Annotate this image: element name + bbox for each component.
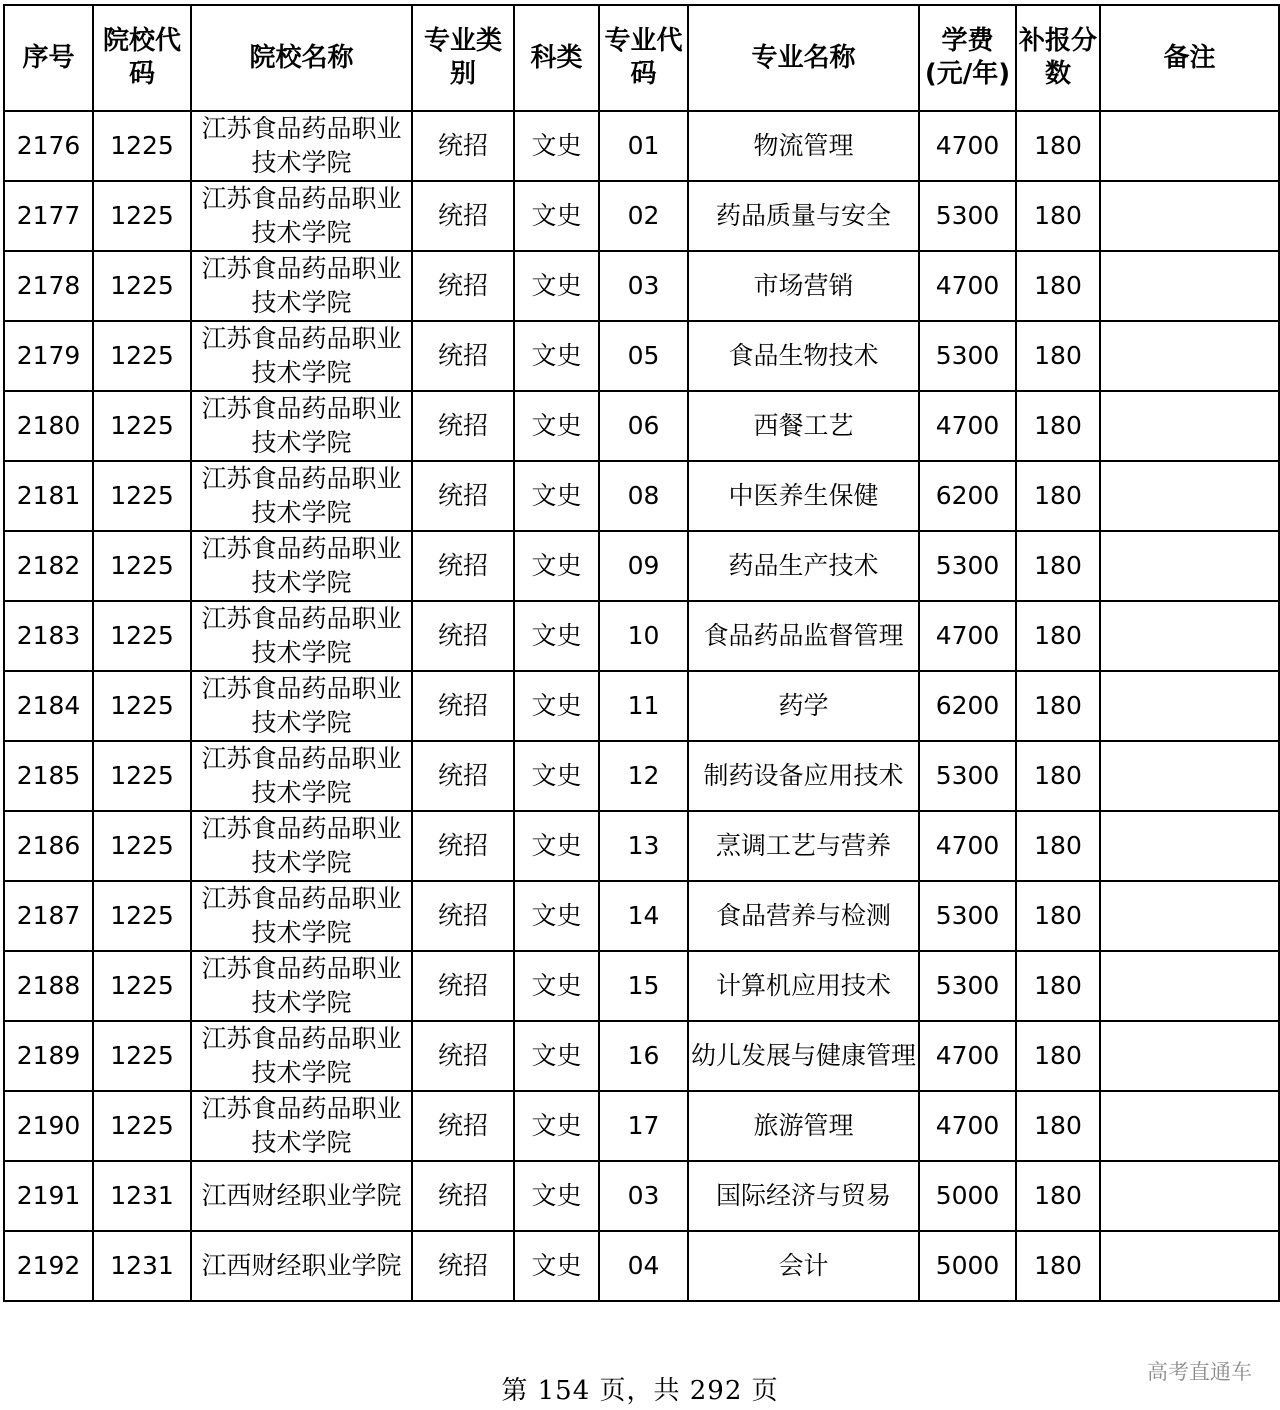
- cell-major-code: 13: [599, 811, 688, 881]
- cell-major-code: 10: [599, 601, 688, 671]
- table-row: [4, 461, 1279, 531]
- cell-tuition: 4700: [919, 251, 1016, 321]
- cell-major-code: 16: [599, 1021, 688, 1091]
- cell-subject: 文史: [514, 741, 599, 811]
- cell-school-code: 1225: [93, 1021, 191, 1091]
- cell-seq: 2186: [4, 811, 93, 881]
- cell-score: 180: [1016, 881, 1100, 951]
- cell-seq: 2178: [4, 251, 93, 321]
- cell-school-name: 江西财经职业学院: [191, 1161, 412, 1231]
- table-row: [4, 251, 1279, 321]
- cell-subject: 文史: [514, 1021, 599, 1091]
- cell-major-type: 统招: [412, 391, 514, 461]
- cell-note: [1100, 1231, 1279, 1301]
- table-row: [4, 1091, 1279, 1161]
- table-row: [4, 671, 1279, 741]
- cell-major-name: 中医养生保健: [688, 461, 919, 531]
- cell-school-name: 江苏食品药品职业技术学院: [191, 811, 412, 881]
- cell-school-code: 1225: [93, 251, 191, 321]
- cell-note: [1100, 251, 1279, 321]
- header-seq: 序号: [4, 5, 93, 111]
- cell-tuition: 5300: [919, 951, 1016, 1021]
- cell-school-name: 江苏食品药品职业技术学院: [191, 601, 412, 671]
- cell-major-code: 04: [599, 1231, 688, 1301]
- cell-major-type: 统招: [412, 881, 514, 951]
- cell-note: [1100, 671, 1279, 741]
- cell-major-type: 统招: [412, 251, 514, 321]
- cell-major-type: 统招: [412, 671, 514, 741]
- cell-tuition: 4700: [919, 811, 1016, 881]
- cell-major-type: 统招: [412, 531, 514, 601]
- cell-note: [1100, 1091, 1279, 1161]
- cell-school-name: 江苏食品药品职业技术学院: [191, 531, 412, 601]
- table-row: [4, 111, 1279, 181]
- cell-major-name: 药品质量与安全: [688, 181, 919, 251]
- cell-subject: 文史: [514, 181, 599, 251]
- cell-seq: 2182: [4, 531, 93, 601]
- table-row: [4, 1161, 1279, 1231]
- cell-tuition: 5000: [919, 1161, 1016, 1231]
- header-school-name: 院校名称: [191, 5, 412, 111]
- cell-school-name: 江苏食品药品职业技术学院: [191, 111, 412, 181]
- cell-major-name: 烹调工艺与营养: [688, 811, 919, 881]
- cell-subject: 文史: [514, 811, 599, 881]
- table-row: [4, 741, 1279, 811]
- cell-seq: 2181: [4, 461, 93, 531]
- cell-tuition: 5300: [919, 881, 1016, 951]
- cell-major-type: 统招: [412, 951, 514, 1021]
- cell-major-code: 09: [599, 531, 688, 601]
- cell-major-type: 统招: [412, 181, 514, 251]
- cell-school-code: 1225: [93, 951, 191, 1021]
- cell-tuition: 5300: [919, 531, 1016, 601]
- cell-school-code: 1231: [93, 1231, 191, 1301]
- cell-seq: 2188: [4, 951, 93, 1021]
- cell-major-code: 11: [599, 671, 688, 741]
- cell-seq: 2180: [4, 391, 93, 461]
- cell-major-name: 会计: [688, 1231, 919, 1301]
- cell-major-code: 03: [599, 1161, 688, 1231]
- cell-score: 180: [1016, 181, 1100, 251]
- cell-seq: 2179: [4, 321, 93, 391]
- cell-school-name: 江苏食品药品职业技术学院: [191, 741, 412, 811]
- cell-note: [1100, 531, 1279, 601]
- cell-subject: 文史: [514, 461, 599, 531]
- cell-score: 180: [1016, 1021, 1100, 1091]
- cell-score: 180: [1016, 461, 1100, 531]
- table-row: [4, 601, 1279, 671]
- cell-major-code: 06: [599, 391, 688, 461]
- table-row: [4, 321, 1279, 391]
- cell-tuition: 4700: [919, 1091, 1016, 1161]
- cell-note: [1100, 881, 1279, 951]
- cell-subject: 文史: [514, 251, 599, 321]
- cell-tuition: 5300: [919, 741, 1016, 811]
- cell-school-code: 1225: [93, 671, 191, 741]
- cell-subject: 文史: [514, 531, 599, 601]
- cell-score: 180: [1016, 1231, 1100, 1301]
- cell-major-type: 统招: [412, 601, 514, 671]
- cell-major-type: 统招: [412, 1091, 514, 1161]
- cell-score: 180: [1016, 251, 1100, 321]
- cell-score: 180: [1016, 391, 1100, 461]
- table-header-row: [4, 5, 1279, 111]
- cell-tuition: 4700: [919, 601, 1016, 671]
- cell-major-type: 统招: [412, 741, 514, 811]
- cell-tuition: 6200: [919, 461, 1016, 531]
- cell-major-name: 国际经济与贸易: [688, 1161, 919, 1231]
- cell-school-name: 江西财经职业学院: [191, 1231, 412, 1301]
- cell-subject: 文史: [514, 1231, 599, 1301]
- cell-school-name: 江苏食品药品职业技术学院: [191, 251, 412, 321]
- cell-major-name: 药学: [688, 671, 919, 741]
- cell-score: 180: [1016, 811, 1100, 881]
- cell-school-name: 江苏食品药品职业技术学院: [191, 881, 412, 951]
- cell-school-code: 1231: [93, 1161, 191, 1231]
- header-score: 补报分数: [1016, 5, 1100, 111]
- table-row: [4, 1021, 1279, 1091]
- cell-tuition: 4700: [919, 391, 1016, 461]
- cell-major-name: 市场营销: [688, 251, 919, 321]
- cell-school-code: 1225: [93, 461, 191, 531]
- cell-school-code: 1225: [93, 181, 191, 251]
- cell-seq: 2176: [4, 111, 93, 181]
- cell-major-type: 统招: [412, 1161, 514, 1231]
- cell-tuition: 4700: [919, 1021, 1016, 1091]
- cell-major-name: 西餐工艺: [688, 391, 919, 461]
- cell-tuition: 5000: [919, 1231, 1016, 1301]
- cell-subject: 文史: [514, 951, 599, 1021]
- cell-major-code: 15: [599, 951, 688, 1021]
- table-row: [4, 531, 1279, 601]
- cell-school-name: 江苏食品药品职业技术学院: [191, 1021, 412, 1091]
- cell-subject: 文史: [514, 601, 599, 671]
- cell-major-name: 药品生产技术: [688, 531, 919, 601]
- page-number-footer: 第 154 页，共 292 页: [501, 1376, 779, 1406]
- cell-seq: 2183: [4, 601, 93, 671]
- cell-note: [1100, 321, 1279, 391]
- cell-subject: 文史: [514, 1091, 599, 1161]
- cell-subject: 文史: [514, 391, 599, 461]
- cell-tuition: 6200: [919, 671, 1016, 741]
- cell-major-type: 统招: [412, 461, 514, 531]
- cell-major-code: 12: [599, 741, 688, 811]
- table-row: [4, 181, 1279, 251]
- header-note: 备注: [1100, 5, 1279, 111]
- cell-seq: 2185: [4, 741, 93, 811]
- cell-tuition: 5300: [919, 321, 1016, 391]
- cell-major-name: 旅游管理: [688, 1091, 919, 1161]
- cell-school-name: 江苏食品药品职业技术学院: [191, 1091, 412, 1161]
- cell-school-code: 1225: [93, 111, 191, 181]
- cell-major-type: 统招: [412, 321, 514, 391]
- cell-score: 180: [1016, 951, 1100, 1021]
- header-school-code: 院校代码: [93, 5, 191, 111]
- cell-major-name: 幼儿发展与健康管理: [688, 1021, 919, 1091]
- table-row: [4, 391, 1279, 461]
- cell-major-name: 食品营养与检测: [688, 881, 919, 951]
- cell-school-name: 江苏食品药品职业技术学院: [191, 391, 412, 461]
- cell-subject: 文史: [514, 111, 599, 181]
- cell-score: 180: [1016, 671, 1100, 741]
- cell-subject: 文史: [514, 1161, 599, 1231]
- admission-table: [3, 4, 1280, 1302]
- header-major-code: 专业代码: [599, 5, 688, 111]
- cell-note: [1100, 741, 1279, 811]
- cell-school-code: 1225: [93, 741, 191, 811]
- cell-note: [1100, 1161, 1279, 1231]
- cell-tuition: 4700: [919, 111, 1016, 181]
- cell-subject: 文史: [514, 321, 599, 391]
- cell-score: 180: [1016, 741, 1100, 811]
- cell-seq: 2191: [4, 1161, 93, 1231]
- cell-score: 180: [1016, 1091, 1100, 1161]
- cell-school-name: 江苏食品药品职业技术学院: [191, 671, 412, 741]
- cell-major-code: 14: [599, 881, 688, 951]
- cell-school-code: 1225: [93, 391, 191, 461]
- cell-seq: 2184: [4, 671, 93, 741]
- cell-tuition: 5300: [919, 181, 1016, 251]
- cell-note: [1100, 951, 1279, 1021]
- cell-school-name: 江苏食品药品职业技术学院: [191, 181, 412, 251]
- cell-school-name: 江苏食品药品职业技术学院: [191, 951, 412, 1021]
- cell-major-name: 制药设备应用技术: [688, 741, 919, 811]
- cell-seq: 2187: [4, 881, 93, 951]
- cell-major-code: 17: [599, 1091, 688, 1161]
- cell-school-code: 1225: [93, 601, 191, 671]
- cell-major-code: 08: [599, 461, 688, 531]
- cell-seq: 2189: [4, 1021, 93, 1091]
- cell-major-code: 01: [599, 111, 688, 181]
- cell-school-name: 江苏食品药品职业技术学院: [191, 461, 412, 531]
- cell-note: [1100, 461, 1279, 531]
- cell-score: 180: [1016, 601, 1100, 671]
- cell-seq: 2190: [4, 1091, 93, 1161]
- cell-school-code: 1225: [93, 881, 191, 951]
- cell-major-code: 02: [599, 181, 688, 251]
- cell-major-code: 05: [599, 321, 688, 391]
- cell-major-type: 统招: [412, 1021, 514, 1091]
- table-row: [4, 881, 1279, 951]
- cell-major-name: 物流管理: [688, 111, 919, 181]
- cell-note: [1100, 181, 1279, 251]
- table-row: [4, 951, 1279, 1021]
- header-subject: 科类: [514, 5, 599, 111]
- cell-major-code: 03: [599, 251, 688, 321]
- header-tuition: 学费(元/年): [919, 5, 1016, 111]
- cell-major-type: 统招: [412, 811, 514, 881]
- cell-school-code: 1225: [93, 811, 191, 881]
- cell-school-name: 江苏食品药品职业技术学院: [191, 321, 412, 391]
- cell-school-code: 1225: [93, 1091, 191, 1161]
- cell-score: 180: [1016, 111, 1100, 181]
- cell-subject: 文史: [514, 671, 599, 741]
- cell-note: [1100, 601, 1279, 671]
- cell-subject: 文史: [514, 881, 599, 951]
- header-major-name: 专业名称: [688, 5, 919, 111]
- table-row: [4, 1231, 1279, 1301]
- cell-major-name: 计算机应用技术: [688, 951, 919, 1021]
- cell-major-name: 食品药品监督管理: [688, 601, 919, 671]
- cell-school-code: 1225: [93, 531, 191, 601]
- table-body: [4, 111, 1279, 1301]
- cell-major-name: 食品生物技术: [688, 321, 919, 391]
- watermark-text: 高考直通车: [1147, 1360, 1252, 1384]
- cell-seq: 2192: [4, 1231, 93, 1301]
- cell-major-type: 统招: [412, 111, 514, 181]
- cell-score: 180: [1016, 1161, 1100, 1231]
- cell-school-code: 1225: [93, 321, 191, 391]
- table-row: [4, 811, 1279, 881]
- header-major-type: 专业类别: [412, 5, 514, 111]
- cell-note: [1100, 1021, 1279, 1091]
- cell-seq: 2177: [4, 181, 93, 251]
- cell-note: [1100, 111, 1279, 181]
- cell-major-type: 统招: [412, 1231, 514, 1301]
- cell-score: 180: [1016, 321, 1100, 391]
- cell-note: [1100, 811, 1279, 881]
- cell-score: 180: [1016, 531, 1100, 601]
- cell-note: [1100, 391, 1279, 461]
